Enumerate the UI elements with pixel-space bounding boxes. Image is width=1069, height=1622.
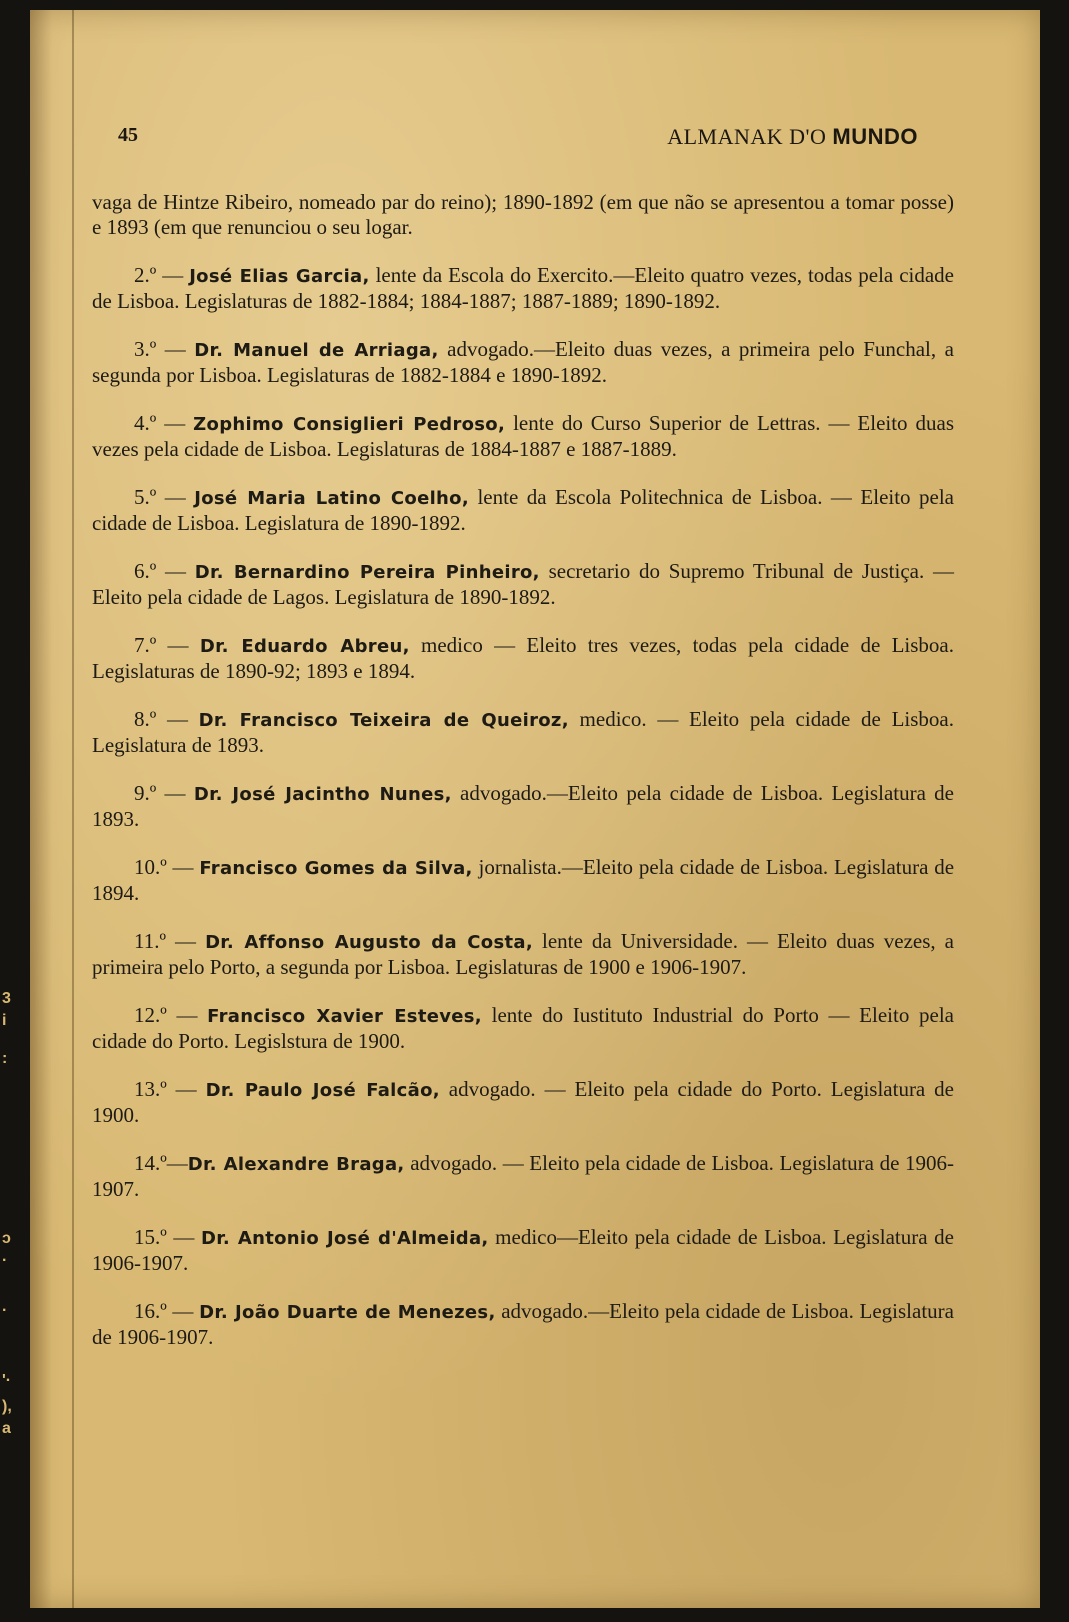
entry-name: Dr. Eduardo Abreu, <box>199 636 410 657</box>
entry-number: 12.º — <box>134 1003 208 1027</box>
margin-mark: i <box>2 1012 7 1029</box>
entry-paragraph <box>92 1077 954 1128</box>
margin-mark: '· <box>2 1372 12 1389</box>
entry-name: Zophimo Consiglieri Pedroso, <box>193 414 506 435</box>
continuation-paragraph: vaga de Hintze Ribeiro, nomeado par do reino); 1890-1892 (em que não se apresentou a tomar posse) e 1893 (em que renunciou o seu logar. <box>92 190 954 239</box>
entry-name: Francisco Gomes da Silva, <box>199 858 473 879</box>
margin-mark: a <box>2 1420 11 1437</box>
entry-paragraph <box>92 1225 954 1276</box>
entry-text: advogado. — Eleito pela cidade do Porto. Legislatura de 1900. <box>92 1077 954 1127</box>
entry-number: 16.º — <box>134 1299 200 1323</box>
entry-name: Dr. José Jacintho Nunes, <box>193 784 452 805</box>
page-gutter <box>72 10 74 1608</box>
entry-text: secretario do Supremo Tribunal de Justiça. — Eleito pela cidade de Lagos. Legislatura de 1890-1892. <box>92 559 955 609</box>
entry-name: Dr. Antonio José d'Almeida, <box>200 1228 489 1249</box>
entry-number: 11.º — <box>134 929 206 953</box>
entry-text: advogado. — Eleito pela cidade de Lisboa. Legislatura de 1906-1907. <box>92 1151 954 1201</box>
entry-text: medico—Eleito pela cidade de Lisboa. Legislatura de 1906-1907. <box>92 1225 954 1275</box>
margin-mark: ɔ <box>2 1230 11 1247</box>
entry-text: advogado.—Eleito duas vezes, a primeira pelo Funchal, a segunda por Lisboa. Legislaturas de 1882-1884 e 1890-1892. <box>92 337 954 387</box>
entry-text: medico — Eleito tres vezes, todas pela cidade de Lisboa. Legislaturas de 1890-92; 1893 e 1894. <box>92 633 954 683</box>
margin-mark: ), <box>2 1398 12 1415</box>
entry-number: 14.º— <box>134 1151 188 1175</box>
entry-name: Dr. Alexandre Braga, <box>187 1154 405 1175</box>
running-title-plain: ALMANAK D'O <box>667 124 833 149</box>
entry-number: 13.º — <box>134 1077 206 1101</box>
page-header <box>118 124 918 154</box>
entry-paragraph <box>92 411 954 462</box>
entry-number: 6.º — <box>134 559 195 583</box>
entry-name: José Elias Garcia, <box>189 266 370 287</box>
entry-number: 8.º — <box>134 707 199 731</box>
entry-text: lente da Escola do Exercito.—Eleito quatro vezes, todas pela cidade de Lisboa. Legislaturas de 1882-1884; 1884-1887; 1887-1889; 1890-1892. <box>92 263 954 313</box>
entry-paragraph <box>92 485 954 536</box>
entry-number: 3.º — <box>134 337 195 361</box>
entry-paragraph <box>92 1151 954 1202</box>
entry-number: 5.º — <box>134 485 195 509</box>
entry-paragraph <box>92 1299 954 1350</box>
entry-paragraph <box>92 633 954 684</box>
entry-name: José Maria Latino Coelho, <box>194 488 469 509</box>
entry-paragraph <box>92 781 954 832</box>
entry-text: medico. — Eleito pela cidade de Lisboa. Legislatura de 1893. <box>92 707 954 757</box>
entry-name: Dr. João Duarte de Menezes, <box>199 1302 496 1323</box>
entry-name: Dr. Manuel de Arriaga, <box>194 340 439 361</box>
entry-number: 10.º — <box>134 855 200 879</box>
entry-paragraph <box>92 559 954 610</box>
page-body <box>92 190 954 1373</box>
entry-paragraph <box>92 707 954 758</box>
entry-text: lente da Escola Politechnica de Lisboa. — Eleito pela cidade de Lisboa. Legislatura de 1890-1892. <box>92 485 955 535</box>
entry-number: 15.º — <box>134 1225 201 1249</box>
entry-number: 7.º — <box>134 633 200 657</box>
entry-text: lente do Iustituto Industrial do Porto — Eleito pela cidade do Porto. Legislstura de 1900. <box>92 1003 954 1053</box>
page-number: 45 <box>118 124 138 146</box>
margin-mark: : <box>2 1050 8 1067</box>
margin-mark: · <box>2 1252 8 1269</box>
entry-number: 4.º — <box>134 411 194 435</box>
entry-paragraph <box>92 1003 954 1054</box>
entry-name: Dr. Paulo José Falcão, <box>205 1080 440 1101</box>
margin-mark: · <box>2 1302 8 1319</box>
entry-text: jornalista.—Eleito pela cidade de Lisboa. Legislatura de 1894. <box>92 855 955 905</box>
entry-name: Dr. Affonso Augusto da Costa, <box>205 932 533 953</box>
entry-text: advogado.—Eleito pela cidade de Lisboa. Legislatura de 1906-1907. <box>92 1299 954 1349</box>
entry-name: Dr. Bernardino Pereira Pinheiro, <box>194 562 540 583</box>
running-title <box>667 124 918 150</box>
margin-mark: 3 <box>2 990 11 1007</box>
entry-paragraph <box>92 263 954 314</box>
entry-paragraph <box>92 855 954 906</box>
entry-name: Dr. Francisco Teixeira de Queiroz, <box>198 710 569 731</box>
entry-paragraph <box>92 929 954 980</box>
entry-text: lente da Universidade. — Eleito duas vezes, a primeira pelo Porto, a segunda por Lisboa. Legislaturas de 1900 e 1906-1907. <box>92 929 955 979</box>
entry-text: lente do Curso Superior de Lettras. — Eleito duas vezes pela cidade de Lisboa. Legislaturas de 1884-1887 e 1887-1889. <box>92 411 955 461</box>
running-title-bold: MUNDO <box>832 124 918 149</box>
entry-paragraph <box>92 337 954 388</box>
entry-number: 2.º — <box>134 263 190 287</box>
entry-text: advogado.—Eleito pela cidade de Lisboa. Legislatura de 1893. <box>92 781 955 831</box>
entry-number: 9.º — <box>134 781 194 805</box>
entry-name: Francisco Xavier Esteves, <box>207 1006 482 1027</box>
